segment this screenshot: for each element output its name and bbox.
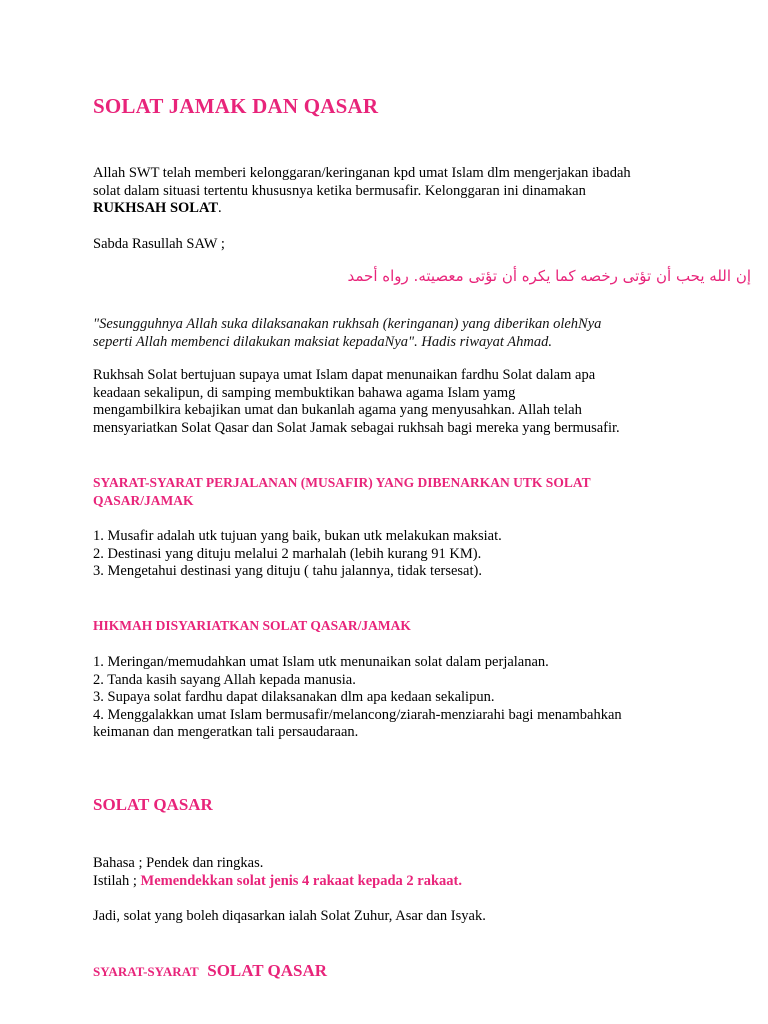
istilah-label: Istilah ; (93, 872, 141, 889)
hikmah-heading-text: HIKMAH DISYARIATKAN SOLAT QASAR/JAMAK (93, 618, 411, 633)
arabic-hadith: إن الله يحب أن تؤتى رخصه كما يكره أن تؤتى معصيته. رواه أحمد (347, 267, 751, 285)
solat-qasar-heading: SOLAT QASAR (93, 795, 213, 814)
syarat-heading-line-2: QASAR/JAMAK (93, 493, 194, 508)
hadith-translation (93, 316, 601, 351)
syarat-item-3: 3. Mengetahui destinasi yang dituju ( tahu jalannya, tidak tersesat). (93, 563, 482, 579)
syarat-qasar-heading (93, 961, 327, 981)
rukhsah-line-3: mengambilkira kebajikan umat dan bukanlah agama yang menyusahkan. Allah telah (93, 402, 582, 418)
hikmah-item-3: 3. Supaya solat fardhu dapat dilaksanakan dlm apa kedaan sekalipun. (93, 689, 495, 705)
syarat-item-1: 1. Musafir adalah utk tujuan yang baik, bukan utk melakukan maksiat. (93, 528, 502, 544)
sabda-text: Sabda Rasullah SAW ; (93, 236, 225, 252)
rukhsah-paragraph (93, 367, 620, 437)
bahasa-line: Bahasa ; Pendek dan ringkas. (93, 855, 264, 871)
translation-line-1: "Sesungguhnya Allah suka dilaksanakan rukhsah (keringanan) yang diberikan olehNya (93, 316, 602, 332)
jadi-line: Jadi, solat yang boleh diqasarkan ialah Solat Zuhur, Asar dan Isyak. (93, 908, 486, 924)
definition-block (93, 855, 462, 890)
hikmah-heading (93, 617, 411, 635)
syarat-qasar-prefix: SYARAT-SYARAT (93, 964, 199, 979)
syarat-list (93, 528, 502, 581)
hikmah-item-1: 1. Meringan/memudahkan umat Islam utk menunaikan solat dalam perjalanan. (93, 654, 549, 670)
intro-line-1: Allah SWT telah memberi kelonggaran/keringanan kpd umat Islam dlm mengerjakan ibadah (93, 165, 631, 181)
rukhsah-line-4: mensyariatkan Solat Qasar dan Solat Jamak sebagai rukhsah bagi mereka yang bermusafir. (93, 419, 620, 436)
intro-paragraph (93, 165, 631, 218)
rukhsah-solat-term: RUKHSAH SOLAT (93, 200, 219, 216)
intro-line-2: solat dalam situasi tertentu khususnya ketika bermusafir. Kelonggaran ini dinamakan (93, 182, 586, 199)
rukhsah-line-1: Rukhsah Solat bertujuan supaya umat Islam dapat menunaikan fardhu Solat dalam apa (93, 367, 596, 383)
hikmah-item-4: 4. Menggalakkan umat Islam bermusafir/melancong/ziarah-menziarahi bagi menambahkan (93, 706, 622, 723)
syarat-item-2: 2. Destinasi yang dituju melalui 2 marhalah (lebih kurang 91 KM). (93, 545, 482, 562)
syarat-perjalanan-heading (93, 474, 591, 510)
hikmah-item-4-cont: keimanan dan mengeratkan tali persaudaraan. (93, 724, 359, 740)
syarat-qasar-main: SOLAT QASAR (207, 961, 328, 980)
hikmah-list (93, 654, 622, 742)
page-title: SOLAT JAMAK DAN QASAR (93, 94, 379, 118)
translation-line-2: seperti Allah membenci dilakukan maksiat kepadaNya". Hadis riwayat Ahmad. (93, 333, 553, 350)
istilah-value: Memendekkan solat jenis 4 rakaat kepada 2 rakaat. (140, 872, 462, 889)
rukhsah-line-2: keadaan sekalipun, di samping membuktikan bahawa agama Islam yamg (93, 384, 516, 401)
syarat-heading-line-1: SYARAT-SYARAT PERJALANAN (MUSAFIR) YANG DIBENARKAN UTK SOLAT (93, 475, 591, 490)
hikmah-item-2: 2. Tanda kasih sayang Allah kepada manusia. (93, 671, 356, 688)
intro-line-3 (93, 200, 631, 218)
istilah-line (93, 873, 462, 891)
intro-line-3-end: . (218, 200, 222, 216)
